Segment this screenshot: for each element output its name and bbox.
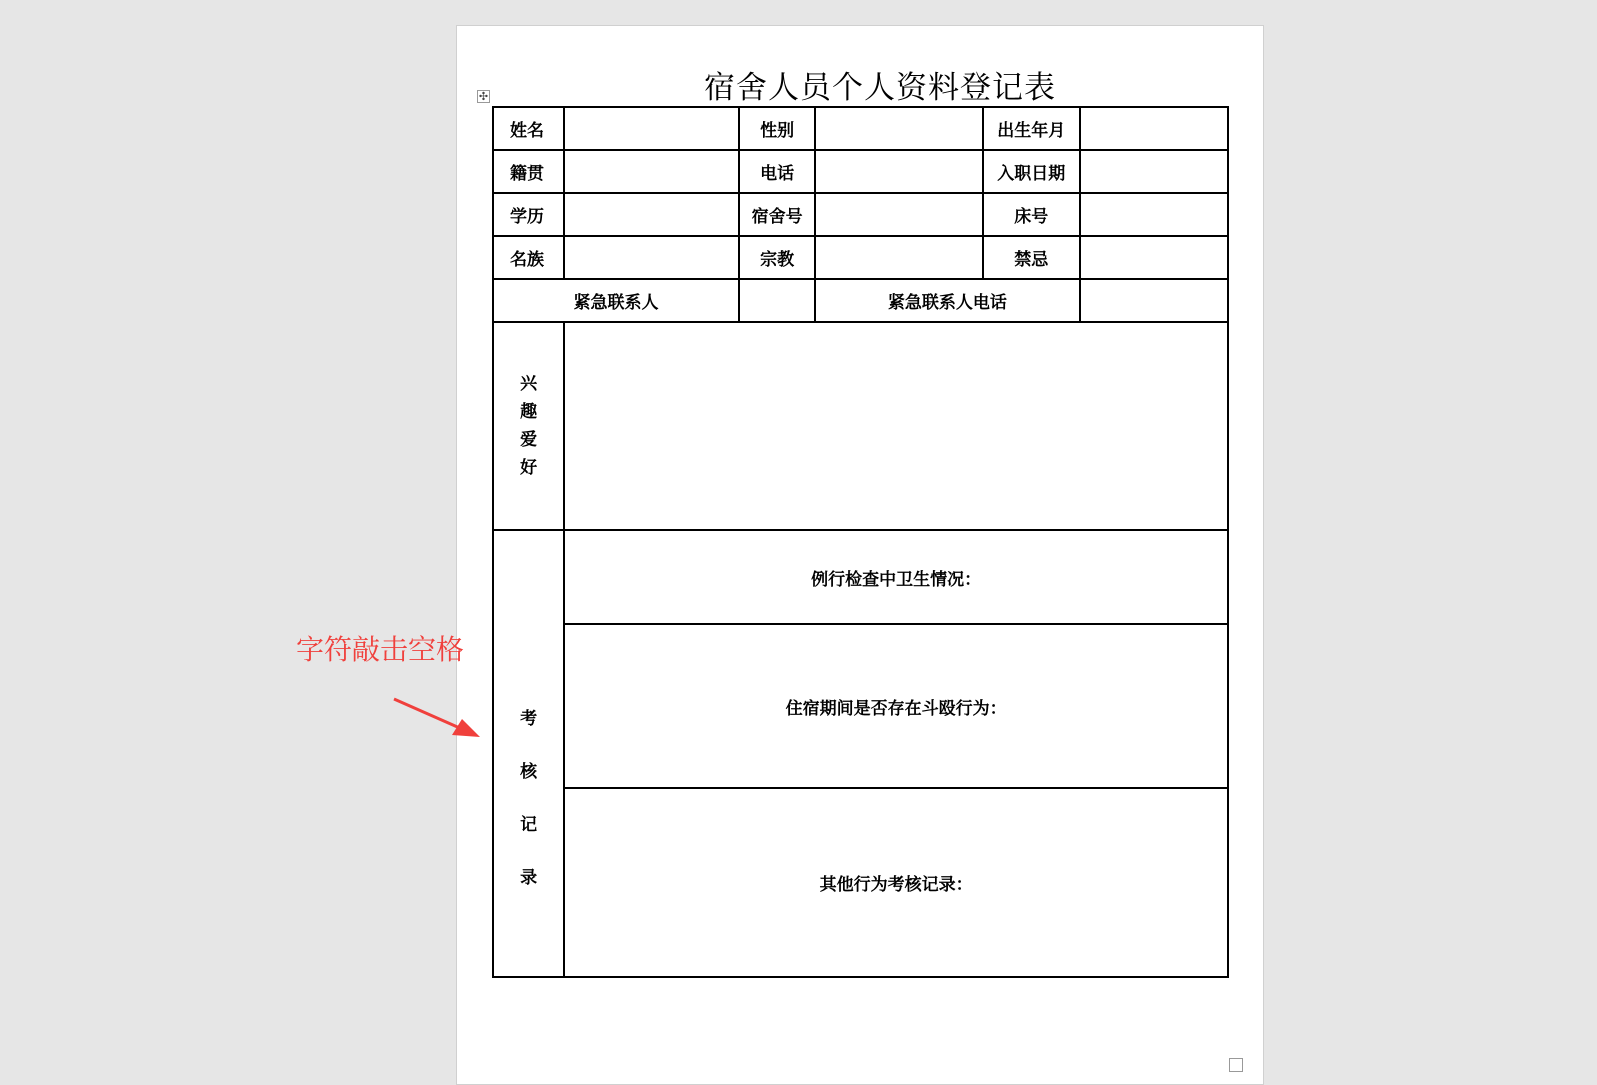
annotation-text: 字符敲击空格 [296, 633, 465, 666]
table-row [493, 193, 1228, 236]
hobbies-field[interactable] [564, 322, 1228, 530]
origin-field[interactable] [564, 150, 739, 193]
table-row [493, 279, 1228, 322]
table-move-handle-icon[interactable]: ✣ [478, 90, 489, 103]
dorm-number-field[interactable] [815, 193, 983, 236]
label-gender: 性别 [739, 107, 815, 150]
other-behavior-section[interactable]: 其他行为考核记录： [564, 788, 1228, 977]
education-field[interactable] [564, 193, 739, 236]
label-assessment [493, 530, 564, 977]
label-dorm-number: 宿舍号 [739, 193, 815, 236]
annotation-arrow-icon [390, 695, 490, 745]
label-origin: 籍贯 [493, 150, 564, 193]
label-education: 学历 [493, 193, 564, 236]
label-phone: 电话 [739, 150, 815, 193]
registration-table [492, 106, 1229, 978]
assessment-vertical-label: 考 核 记 录 [520, 708, 538, 888]
table-resize-handle[interactable] [1229, 1058, 1243, 1072]
label-birth: 出生年月 [983, 107, 1080, 150]
phone-field[interactable] [815, 150, 983, 193]
table-row-hobbies [493, 322, 1228, 530]
birth-field[interactable] [1080, 107, 1228, 150]
name-field[interactable] [564, 107, 739, 150]
hygiene-section[interactable]: 例行检查中卫生情况： [564, 530, 1228, 624]
table-row [493, 107, 1228, 150]
emergency-phone-field[interactable] [1080, 279, 1228, 322]
label-bed-number: 床号 [983, 193, 1080, 236]
bed-number-field[interactable] [1080, 193, 1228, 236]
fighting-section[interactable]: 住宿期间是否存在斗殴行为： [564, 624, 1228, 788]
gender-field[interactable] [815, 107, 983, 150]
label-emergency-phone: 紧急联系人电话 [815, 279, 1079, 322]
label-emergency-contact: 紧急联系人 [493, 279, 739, 322]
table-row-assessment [493, 530, 1228, 624]
label-name: 姓名 [493, 107, 564, 150]
emergency-contact-field[interactable] [739, 279, 815, 322]
ethnicity-field[interactable] [564, 236, 739, 279]
table-row [493, 788, 1228, 977]
hire-date-field[interactable] [1080, 150, 1228, 193]
label-taboo: 禁忌 [983, 236, 1080, 279]
table-row [493, 150, 1228, 193]
religion-field[interactable] [815, 236, 983, 279]
table-row [493, 624, 1228, 788]
label-hobbies [493, 322, 564, 530]
label-hire-date: 入职日期 [983, 150, 1080, 193]
taboo-field[interactable] [1080, 236, 1228, 279]
document-title: 宿舍人员个人资料登记表 [704, 70, 1056, 106]
hobbies-vertical-label: 兴 趣 爱 好 [520, 374, 538, 478]
table-row [493, 236, 1228, 279]
label-ethnicity: 名族 [493, 236, 564, 279]
label-religion: 宗教 [739, 236, 815, 279]
